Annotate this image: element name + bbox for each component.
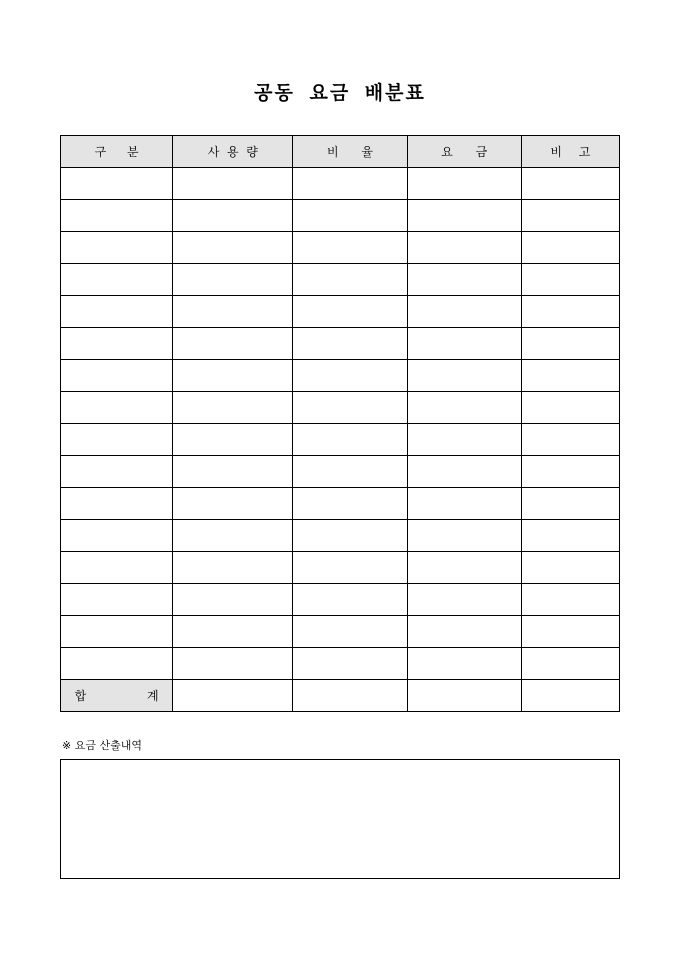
table-row (61, 232, 620, 264)
cell-note[interactable] (521, 360, 619, 392)
cell-fee[interactable] (407, 328, 521, 360)
cell-gubun[interactable] (61, 264, 173, 296)
total-ratio-cell[interactable] (293, 680, 407, 712)
cell-fee[interactable] (407, 264, 521, 296)
cell-note[interactable] (521, 616, 619, 648)
header-ratio (293, 136, 407, 168)
cell-ratio[interactable] (293, 456, 407, 488)
cell-note[interactable] (521, 296, 619, 328)
header-usage-char-1: 사 (207, 145, 220, 159)
cell-usage[interactable] (173, 328, 293, 360)
cell-gubun[interactable] (61, 552, 173, 584)
cell-gubun[interactable] (61, 520, 173, 552)
cell-ratio[interactable] (293, 616, 407, 648)
cell-ratio[interactable] (293, 328, 407, 360)
table-body (61, 168, 620, 712)
cell-note[interactable] (521, 392, 619, 424)
total-label-char-1: 합 (74, 689, 87, 703)
table-row (61, 616, 620, 648)
cell-usage[interactable] (173, 392, 293, 424)
cell-note[interactable] (521, 424, 619, 456)
cell-fee[interactable] (407, 520, 521, 552)
cell-fee[interactable] (407, 456, 521, 488)
cell-gubun[interactable] (61, 360, 173, 392)
cell-usage[interactable] (173, 200, 293, 232)
cell-note[interactable] (521, 488, 619, 520)
cell-note[interactable] (521, 456, 619, 488)
cell-gubun[interactable] (61, 328, 173, 360)
cell-ratio[interactable] (293, 552, 407, 584)
table-row (61, 584, 620, 616)
fee-allocation-table (60, 135, 620, 712)
cell-ratio[interactable] (293, 200, 407, 232)
header-gubun (61, 136, 173, 168)
cell-ratio[interactable] (293, 168, 407, 200)
table-row (61, 200, 620, 232)
cell-note[interactable] (521, 584, 619, 616)
cell-note[interactable] (521, 328, 619, 360)
cell-fee[interactable] (407, 392, 521, 424)
cell-fee[interactable] (407, 296, 521, 328)
cell-usage[interactable] (173, 520, 293, 552)
cell-fee[interactable] (407, 168, 521, 200)
cell-usage[interactable] (173, 552, 293, 584)
cell-usage[interactable] (173, 616, 293, 648)
table-row (61, 552, 620, 584)
cell-gubun[interactable] (61, 392, 173, 424)
cell-ratio[interactable] (293, 264, 407, 296)
total-fee-cell[interactable] (407, 680, 521, 712)
table-row (61, 648, 620, 680)
cell-usage[interactable] (173, 360, 293, 392)
cell-gubun[interactable] (61, 616, 173, 648)
cell-note[interactable] (521, 648, 619, 680)
table-row (61, 168, 620, 200)
header-usage (173, 136, 293, 168)
table-row (61, 488, 620, 520)
cell-fee[interactable] (407, 552, 521, 584)
header-usage-char-3: 량 (246, 145, 258, 159)
cell-usage[interactable] (173, 488, 293, 520)
cell-ratio[interactable] (293, 424, 407, 456)
cell-note[interactable] (521, 200, 619, 232)
cell-usage[interactable] (173, 456, 293, 488)
cell-gubun[interactable] (61, 232, 173, 264)
cell-gubun[interactable] (61, 200, 173, 232)
cell-fee[interactable] (407, 584, 521, 616)
cell-gubun[interactable] (61, 584, 173, 616)
header-gubun-char-1: 구 (94, 145, 107, 159)
cell-ratio[interactable] (293, 648, 407, 680)
cell-usage[interactable] (173, 648, 293, 680)
cell-usage[interactable] (173, 584, 293, 616)
table-row (61, 392, 620, 424)
table-header-row (61, 136, 620, 168)
header-usage-char-2: 용 (226, 145, 239, 159)
cell-fee[interactable] (407, 232, 521, 264)
total-row (61, 680, 620, 712)
cell-ratio[interactable] (293, 296, 407, 328)
cell-usage[interactable] (173, 424, 293, 456)
cell-fee[interactable] (407, 648, 521, 680)
table-row (61, 296, 620, 328)
header-note (521, 136, 619, 168)
cell-gubun[interactable] (61, 456, 173, 488)
cell-note[interactable] (521, 520, 619, 552)
cell-gubun[interactable] (61, 168, 173, 200)
cell-ratio[interactable] (293, 584, 407, 616)
cell-note[interactable] (521, 232, 619, 264)
header-note-char-1: 비 (550, 145, 562, 159)
header-fee (407, 136, 521, 168)
cell-ratio[interactable] (293, 232, 407, 264)
cell-gubun[interactable] (61, 648, 173, 680)
table-row (61, 360, 620, 392)
header-fee-char-2: 금 (475, 145, 488, 159)
calculation-note-box[interactable] (60, 759, 620, 879)
cell-usage[interactable] (173, 296, 293, 328)
cell-gubun[interactable] (61, 424, 173, 456)
cell-fee[interactable] (407, 200, 521, 232)
table-row (61, 520, 620, 552)
cell-ratio[interactable] (293, 520, 407, 552)
header-ratio-char-1: 비 (326, 145, 339, 159)
total-label-char-2: 계 (147, 689, 159, 703)
cell-note[interactable] (521, 264, 619, 296)
total-label-cell (61, 680, 173, 712)
header-note-char-2: 고 (578, 145, 591, 159)
calculation-note-label: ※ 요금 산출내역 (62, 739, 142, 752)
cell-ratio[interactable] (293, 392, 407, 424)
table-row (61, 424, 620, 456)
cell-ratio[interactable] (293, 360, 407, 392)
table-row (61, 264, 620, 296)
cell-note[interactable] (521, 552, 619, 584)
cell-ratio[interactable] (293, 488, 407, 520)
cell-fee[interactable] (407, 424, 521, 456)
cell-usage[interactable] (173, 168, 293, 200)
cell-fee[interactable] (407, 488, 521, 520)
total-note-cell[interactable] (521, 680, 619, 712)
cell-note[interactable] (521, 168, 619, 200)
total-usage-cell[interactable] (173, 680, 293, 712)
header-ratio-char-2: 율 (361, 145, 373, 159)
cell-gubun[interactable] (61, 488, 173, 520)
table-row (61, 328, 620, 360)
header-gubun-char-2: 분 (127, 145, 139, 159)
cell-usage[interactable] (173, 264, 293, 296)
table-row (61, 456, 620, 488)
cell-gubun[interactable] (61, 296, 173, 328)
cell-fee[interactable] (407, 360, 521, 392)
cell-usage[interactable] (173, 232, 293, 264)
page-title: 공동 요금 배분표 (254, 82, 426, 104)
cell-fee[interactable] (407, 616, 521, 648)
header-fee-char-1: 요 (441, 145, 453, 159)
